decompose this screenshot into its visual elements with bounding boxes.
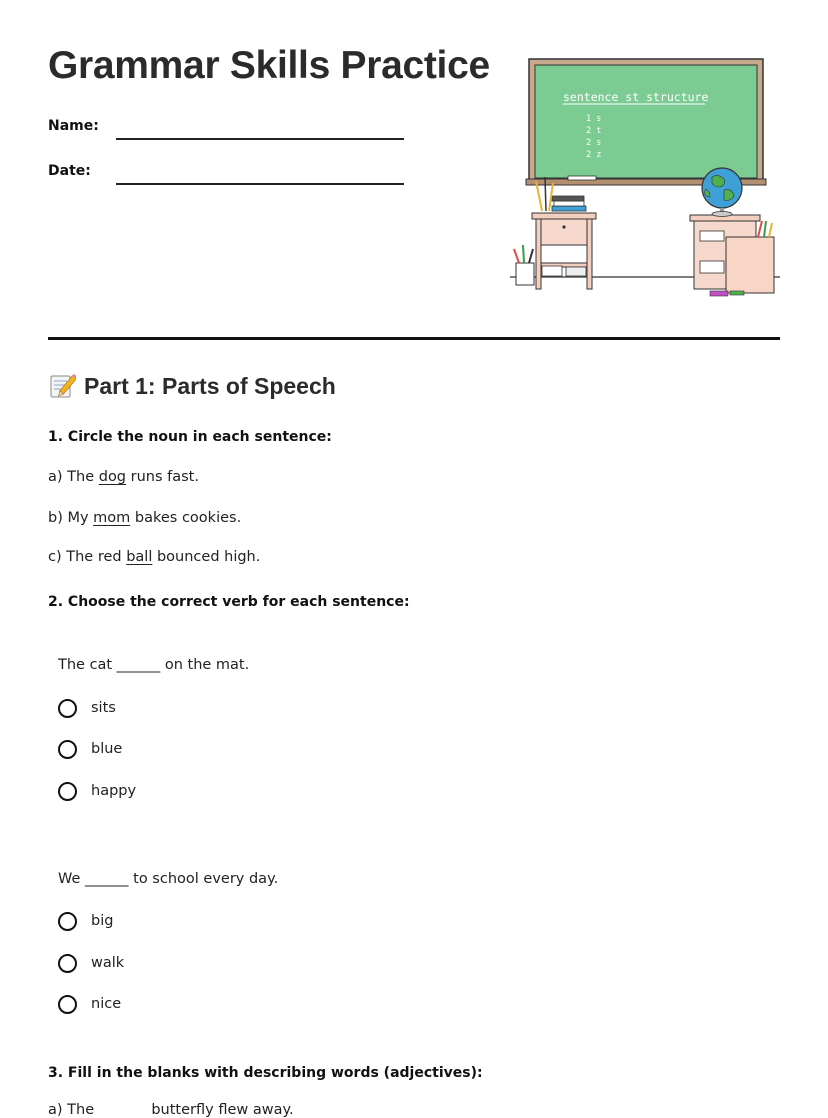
date-label: Date: <box>48 163 91 179</box>
chalkboard <box>535 65 757 178</box>
option-label: walk <box>91 955 125 971</box>
radio-button[interactable] <box>58 699 77 718</box>
option-nice[interactable] <box>58 992 121 1016</box>
memo-icon <box>48 372 76 400</box>
left-desk <box>532 177 596 289</box>
part1-heading <box>48 372 336 400</box>
name-field[interactable] <box>116 138 404 140</box>
chalkboard-heading: sentence st structure <box>563 90 709 104</box>
part1-title: Part 1: Parts of Speech <box>84 372 336 399</box>
noun-mom[interactable]: mom <box>93 510 131 526</box>
option-label: big <box>91 913 114 929</box>
q3-prompt: 3. Fill in the blanks with describing words (adjectives): <box>48 1065 483 1081</box>
option-sits[interactable] <box>58 696 116 720</box>
q1-item-a: a) The dog runs fast. <box>48 469 199 485</box>
radio-button[interactable] <box>58 954 77 973</box>
noun-ball[interactable]: ball <box>126 549 153 565</box>
chalk-line-3: 2 s <box>586 138 602 148</box>
option-label: happy <box>91 783 137 799</box>
q2-sentence-1: The cat ______ on the mat. <box>58 657 250 673</box>
chalk-line-4: 2 z <box>586 150 602 160</box>
name-label: Name: <box>48 118 99 134</box>
right-desk <box>690 215 774 296</box>
q1-prompt: 1. Circle the noun in each sentence: <box>48 429 332 445</box>
radio-button[interactable] <box>58 912 77 931</box>
option-happy[interactable] <box>58 779 136 803</box>
q2-sentence-2: We ______ to school every day. <box>58 871 279 887</box>
page-title: Grammar Skills Practice <box>48 44 490 87</box>
option-label: blue <box>91 741 123 757</box>
q1-item-b: b) My mom bakes cookies. <box>48 510 242 526</box>
option-walk[interactable] <box>58 951 124 975</box>
date-field[interactable] <box>116 183 404 185</box>
noun-dog[interactable]: dog <box>98 469 127 485</box>
chalk-line-2: 2 t <box>586 126 602 136</box>
globe-icon <box>702 168 742 217</box>
option-big[interactable] <box>58 909 113 933</box>
q2-prompt: 2. Choose the correct verb for each sentence: <box>48 594 410 610</box>
blank: ______ <box>116 657 161 673</box>
radio-button[interactable] <box>58 782 77 801</box>
section-divider <box>48 337 780 340</box>
radio-button[interactable] <box>58 740 77 759</box>
q3-item-a: a) The butterfly flew away. <box>48 1102 294 1118</box>
q1-item-c: c) The red ball bounced high. <box>48 549 261 565</box>
radio-button[interactable] <box>58 995 77 1014</box>
classroom-illustration <box>508 55 782 301</box>
option-label: nice <box>91 996 122 1012</box>
blank: ______ <box>85 871 129 887</box>
chalk-line-1: 1 s <box>586 114 602 124</box>
option-blue[interactable] <box>58 737 122 761</box>
pencil-cup <box>514 245 534 285</box>
option-label: sits <box>91 700 116 716</box>
